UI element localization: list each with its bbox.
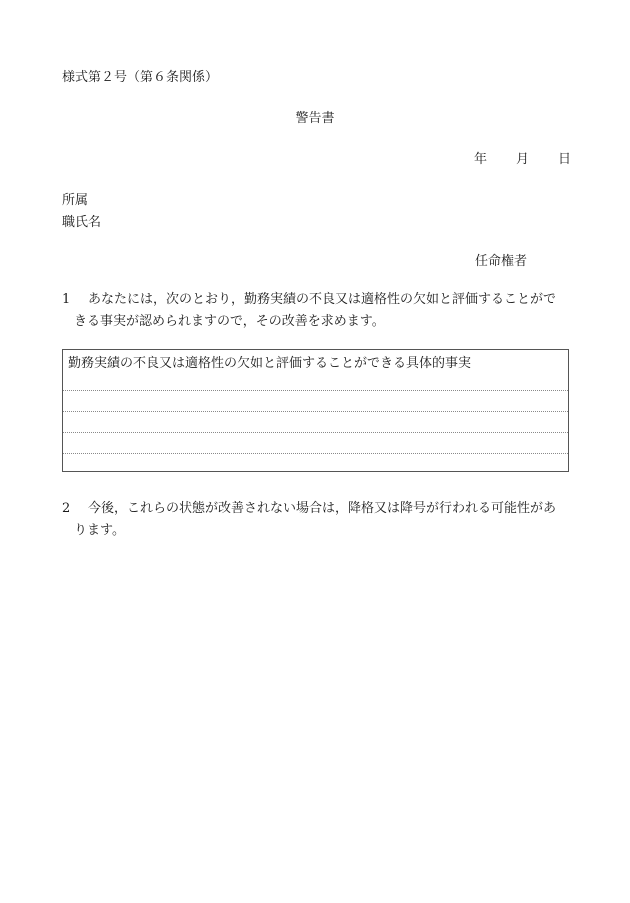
facts-box: [62, 349, 569, 472]
facts-entry-line: [63, 411, 568, 412]
appointing-authority-label: 任命権者: [475, 254, 528, 269]
facts-box-header: 勤務実績の不良又は適格性の欠如と評価することができる具体的事実: [68, 356, 472, 371]
date-day-label: 日: [558, 152, 572, 167]
facts-entry-line: [63, 432, 568, 433]
recipient-name-label: 職氏名: [62, 215, 102, 230]
date-line: [474, 148, 571, 167]
facts-entry-line: [63, 390, 568, 391]
document-title: 警告書: [295, 111, 335, 126]
facts-entry-line: [63, 453, 568, 454]
item-2-line-2: ります。: [74, 523, 125, 538]
item-2-line-1: 今後，これらの状態が改善されない場合は，降格又は降号が行われる可能性があ: [88, 501, 557, 516]
item-2-number: 2: [62, 501, 71, 516]
item-1-line-1: あなたには，次のとおり，勤務実績の不良又は適格性の欠如と評価することがで: [88, 292, 557, 307]
item-1-line-2: きる事実が認められますので，その改善を求めます。: [74, 314, 385, 329]
date-year-label: 年: [474, 152, 488, 167]
item-1-number: 1: [62, 292, 71, 307]
recipient-affiliation-label: 所属: [62, 193, 89, 208]
date-month-label: 月: [516, 152, 530, 167]
item-2-paragraph: [62, 498, 577, 542]
form-number: 様式第２号（第６条関係）: [62, 70, 219, 85]
item-1-paragraph: [62, 289, 577, 333]
